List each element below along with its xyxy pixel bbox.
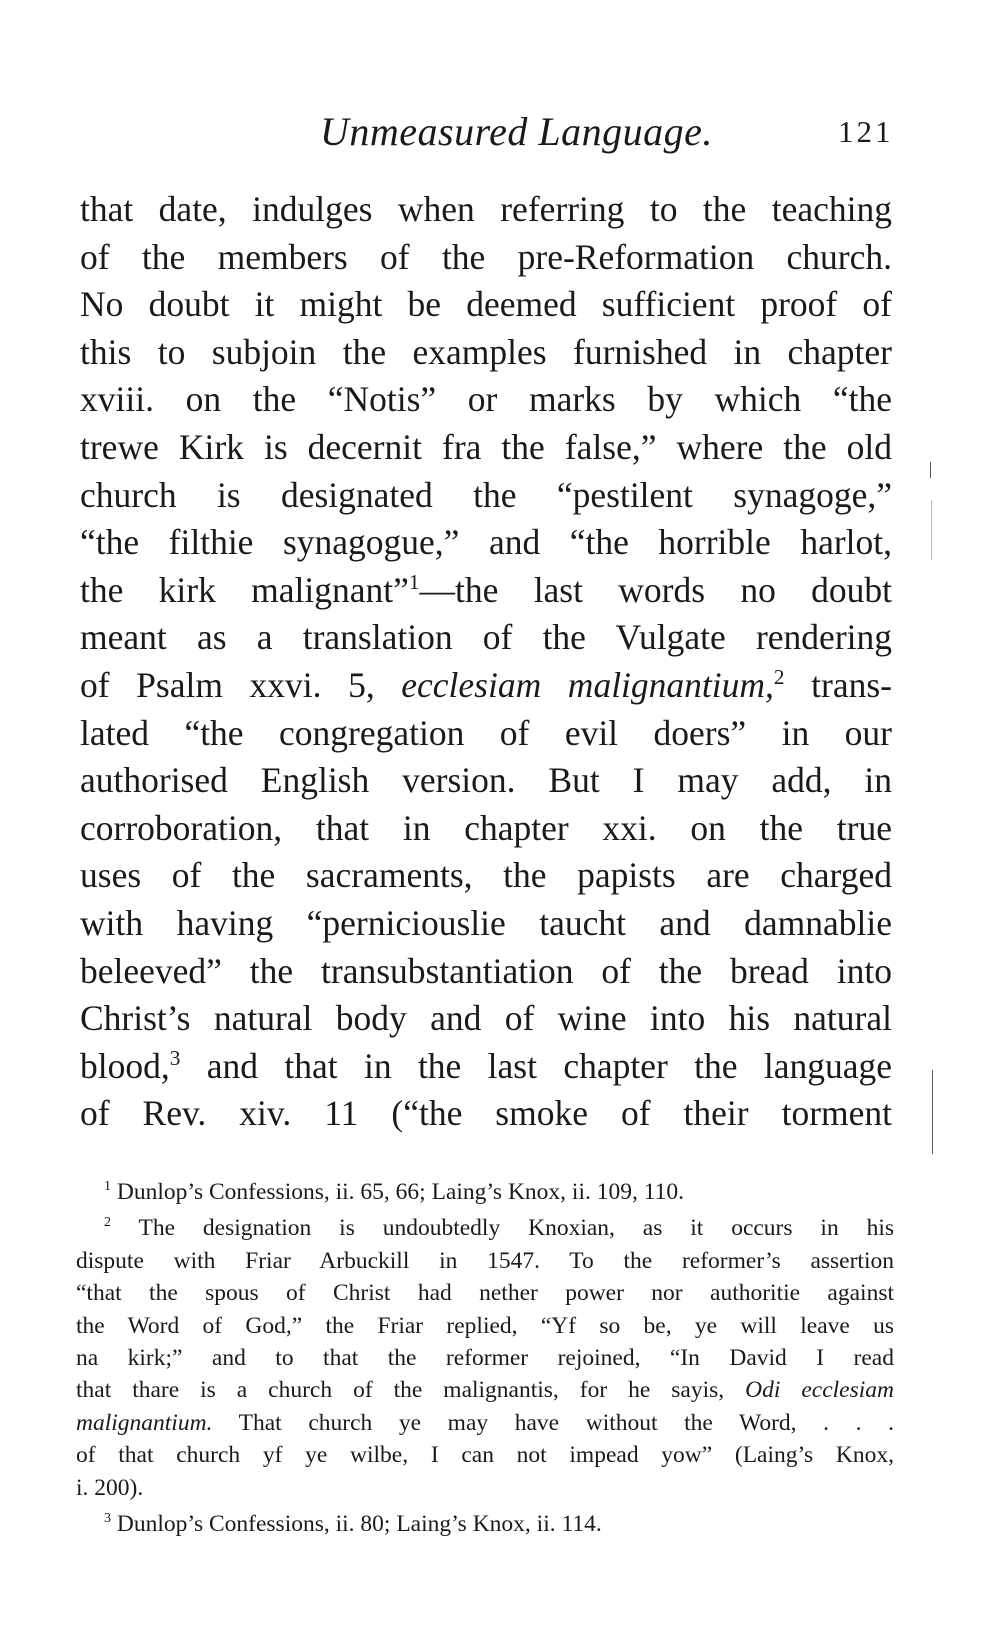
text-line: church is designated the “pestilent synagoge,” bbox=[80, 474, 892, 515]
footnote-ref: 2 bbox=[773, 665, 785, 690]
footnote-ref: 3 bbox=[169, 1045, 181, 1070]
text-line: No doubt it might be deemed sufficient proof of bbox=[80, 284, 892, 325]
text-line: “the filthie synagogue,” and “the horrible harlot, bbox=[80, 522, 892, 563]
text-segment: trans- bbox=[811, 664, 892, 705]
footnote-2-line: of that church yf ye wilbe, I can not impead yow” (Laing’s Knox, bbox=[76, 1442, 894, 1469]
text-line: lated “the congregation of evil doers” in our bbox=[80, 712, 892, 753]
page-number: 121 bbox=[838, 114, 894, 149]
footnote-ref: 1 bbox=[408, 569, 420, 594]
footnote-2-line: dispute with Friar Arbuckill in 1547. To the reformer’s assertion bbox=[76, 1247, 894, 1274]
text-line: meant as a translation of the Vulgate rendering bbox=[80, 617, 892, 658]
text-line bbox=[80, 662, 892, 710]
scan-edge-mark bbox=[932, 1070, 933, 1154]
footnote-text: That church ye may have without the Word, . . . bbox=[238, 1409, 895, 1436]
text-line: trewe Kirk is decernit fra the false,” where the old bbox=[80, 426, 892, 467]
text-line: this to subjoin the examples furnished in chapter bbox=[80, 331, 892, 372]
running-head bbox=[0, 108, 1000, 158]
footnote-text: that thare is a church of the malignantis, for he sayis, bbox=[76, 1377, 725, 1404]
text-line: with having “perniciouslie taucht and damnablie bbox=[80, 902, 892, 943]
text-line: of the members of the pre-Reformation church. bbox=[80, 236, 892, 277]
footnotes bbox=[76, 1176, 894, 1540]
text-segment: the kirk malignant” bbox=[80, 569, 409, 610]
footnote-1 bbox=[76, 1176, 894, 1208]
footnote-text: Dunlop’s Confessions, ii. 80; Laing’s Knox, ii. 114. bbox=[116, 1510, 602, 1537]
running-title: Unmeasured Language. bbox=[320, 109, 713, 154]
footnote-marker: 2 bbox=[104, 1214, 112, 1231]
footnote-marker: 1 bbox=[104, 1178, 112, 1195]
text-segment: blood, bbox=[80, 1045, 170, 1086]
footnote-2-line bbox=[76, 1374, 894, 1406]
text-segment: of Psalm xxvi. 5, bbox=[80, 664, 375, 705]
footnote-text: The designation is undoubtedly Knoxian, as it occurs in his bbox=[138, 1215, 895, 1242]
text-line: authorised English version. But I may add, in bbox=[80, 760, 892, 801]
text-segment: —the last words no doubt bbox=[419, 569, 893, 610]
text-line bbox=[80, 1043, 892, 1091]
footnote-2-line: na kirk;” and to that the reformer rejoined, “In David I read bbox=[76, 1344, 894, 1371]
text-line: Christ’s natural body and of wine into his natural bbox=[80, 998, 892, 1039]
text-segment: and that in the last chapter the language bbox=[206, 1045, 892, 1086]
footnote-3 bbox=[76, 1508, 894, 1540]
text-line bbox=[80, 567, 892, 615]
italic-phrase: malignantium. bbox=[76, 1409, 213, 1436]
footnote-2-line: i. 200). bbox=[76, 1474, 144, 1501]
footnote-2-line bbox=[76, 1407, 894, 1439]
text-line: uses of the sacraments, the papists are charged bbox=[80, 855, 892, 896]
text-line: beleeved” the transubstantiation of the bread into bbox=[80, 950, 892, 991]
text-line: xviii. on the “Notis” or marks by which “the bbox=[80, 379, 892, 420]
text-line: that date, indulges when referring to the teaching bbox=[80, 189, 892, 229]
scan-edge-mark bbox=[931, 500, 932, 560]
footnote-text: Dunlop’s Confessions, ii. 65, 66; Laing’s Knox, ii. 109, 110. bbox=[116, 1179, 684, 1205]
text-line: of Rev. xiv. 11 (“the smoke of their torment bbox=[80, 1093, 892, 1134]
footnote-2-line: “that the spous of Christ had nether power nor authoritie against bbox=[76, 1280, 894, 1307]
footnote-2-line bbox=[76, 1212, 894, 1244]
footnote-marker: 3 bbox=[104, 1510, 112, 1527]
body-text bbox=[80, 186, 892, 1138]
text-line: corroboration, that in chapter xxi. on the true bbox=[80, 807, 892, 848]
italic-phrase: ecclesiam malignantium, bbox=[401, 664, 774, 705]
italic-phrase: Odi ecclesiam bbox=[745, 1377, 895, 1404]
footnote-2-line: the Word of God,” the Friar replied, “Yf so be, ye will leave us bbox=[76, 1312, 894, 1339]
scan-edge-mark bbox=[930, 462, 931, 478]
